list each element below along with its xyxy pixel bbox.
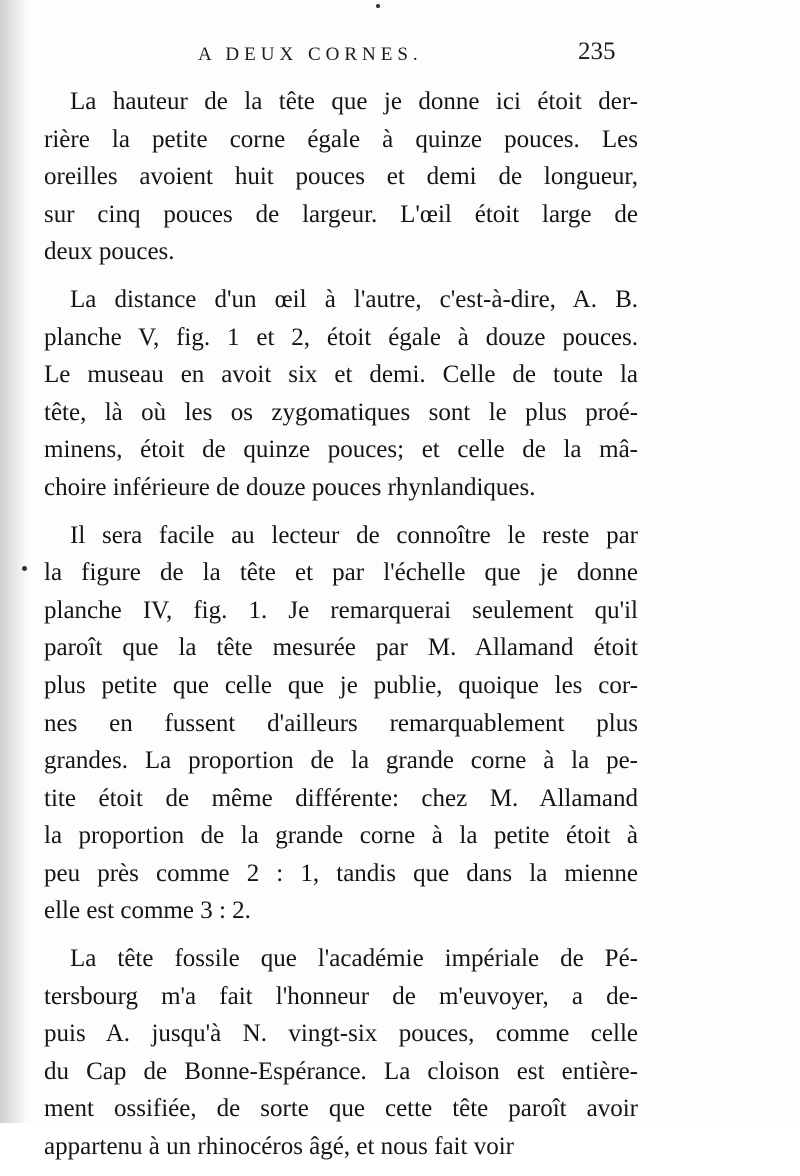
text-line: la figure de la tête et par l'échelle que je donne <box>44 559 638 587</box>
text-line: elle est comme 3 : 2. <box>44 897 251 925</box>
text-line: rière la petite corne égale à quinze pouces. Les <box>44 125 638 153</box>
text-line: oreilles avoient huit pouces et demi de longueur, <box>44 163 638 191</box>
paragraph <box>44 83 638 271</box>
binding-shadow <box>0 0 28 1123</box>
text-line: tête, là où les os zygomatiques sont le plus proé- <box>44 398 638 426</box>
ink-speck <box>22 566 27 571</box>
paragraph <box>44 281 638 507</box>
text-line: minens, étoit de quinze pouces; et celle de la mâ- <box>44 436 638 464</box>
text-line: du Cap de Bonne-Espérance. La cloison est entière- <box>44 1057 638 1085</box>
text-line: La distance d'un œil à l'autre, c'est-à-dire, A. B. <box>70 285 638 313</box>
text-line: planche IV, fig. 1. Je remarquerai seulement qu'il <box>44 596 638 624</box>
text-line: tite étoit de même différente: chez M. Allamand <box>44 784 638 812</box>
text-line: sur cinq pouces de largeur. L'œil étoit large de <box>44 200 638 228</box>
text-line: appartenu à un rhinocéros âgé, et nous fait voir <box>44 1133 514 1161</box>
running-head: A DEUX CORNES. <box>198 44 423 65</box>
text-line: puis A. jusqu'à N. vingt-six pouces, comme celle <box>44 1020 638 1048</box>
text-line: Le museau en avoit six et demi. Celle de toute la <box>44 361 638 389</box>
text-line: peu près comme 2 : 1, tandis que dans la mienne <box>44 859 638 887</box>
paragraph <box>44 940 638 1166</box>
text-line: tersbourg m'a fait l'honneur de m'euvoyer, a de- <box>44 982 638 1010</box>
text-line: grandes. La proportion de la grande corne à la pe- <box>44 747 638 775</box>
page-number: 235 <box>578 38 616 65</box>
text-line: Il sera facile au lecteur de connoître le reste par <box>70 521 638 549</box>
text-line: deux pouces. <box>44 238 175 266</box>
text-line: nes en fussent d'ailleurs remarquablement plus <box>44 709 638 737</box>
ink-speck <box>376 4 380 8</box>
text-line: paroît que la tête mesurée par M. Allamand étoit <box>44 634 638 662</box>
text-line: La tête fossile que l'académie impériale de Pé- <box>70 945 638 973</box>
text-line: ment ossifiée, de sorte que cette tête paroît avoir <box>44 1095 638 1123</box>
text-line: plus petite que celle que je publie, quoique les cor- <box>44 671 638 699</box>
text-line: planche V, fig. 1 et 2, étoit égale à douze pouces. <box>44 323 638 351</box>
text-line: choire inférieure de douze pouces rhynlandiques. <box>44 473 536 501</box>
text-line: La hauteur de la tête que je donne ici étoit der- <box>70 88 638 115</box>
text-line: la proportion de la grande corne à la petite étoit à <box>44 822 638 850</box>
paragraph <box>44 517 638 931</box>
body-text <box>44 83 638 1176</box>
